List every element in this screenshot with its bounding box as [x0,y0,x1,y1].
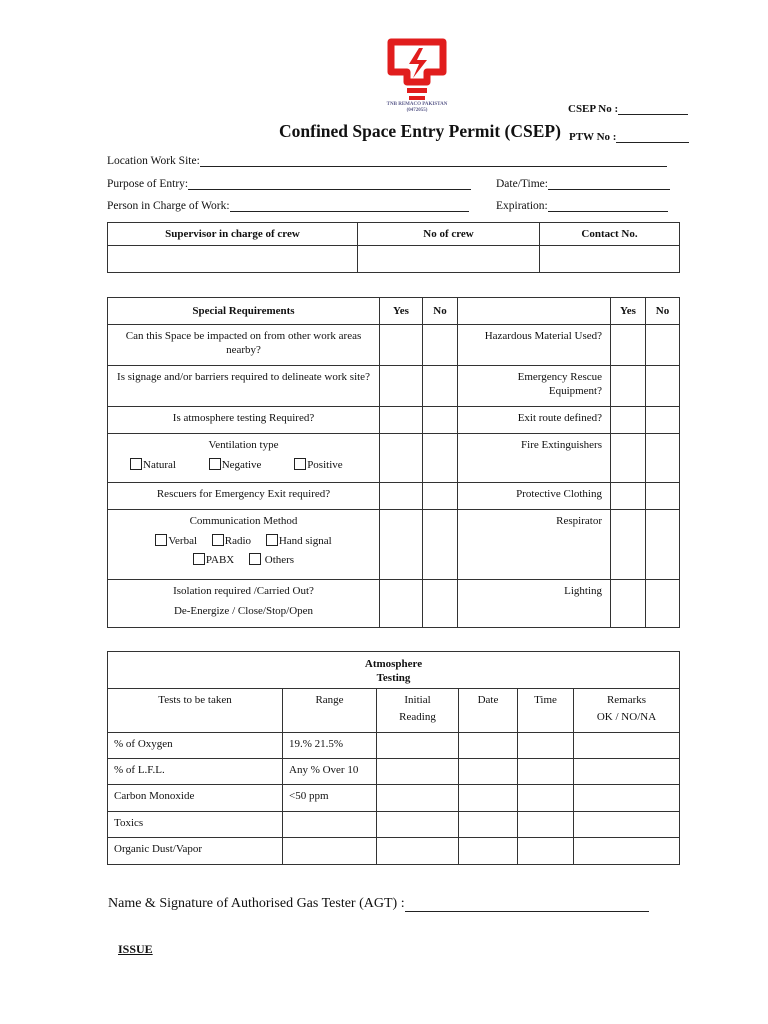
special-row [108,325,680,366]
isolation-label: Isolation required /Carried Out? [173,585,314,597]
no-cell[interactable] [423,407,458,434]
remarks-line2: OK / NO/NA [596,711,657,723]
date-header: Date [459,689,518,733]
yes-cell[interactable] [380,325,423,366]
isolation-cell [108,580,380,628]
purpose-field[interactable] [107,178,471,190]
no-cell[interactable] [646,434,680,483]
no-cell[interactable] [423,483,458,510]
remarks-cell[interactable] [574,759,680,785]
date-cell[interactable] [459,785,518,812]
location-label: Location Work Site: [107,155,200,167]
ptw-no-field[interactable] [569,131,689,143]
requirement-text: Is signage and/or barriers required to delineate work site? [108,366,380,407]
no-cell[interactable] [423,510,458,580]
special-row [108,407,680,434]
no-cell[interactable] [646,483,680,510]
initial-cell[interactable] [377,759,459,785]
initial-cell[interactable] [377,838,459,865]
positive-checkbox[interactable] [294,458,306,470]
crew-cell-count[interactable] [358,246,540,273]
person-line[interactable] [230,201,469,212]
agt-label: Name & Signature of Authorised Gas Tester (AGT) : [108,896,405,911]
purpose-line[interactable] [188,179,471,190]
special-header: Special Requirements [108,298,380,325]
no-cell[interactable] [423,434,458,483]
no-cell[interactable] [646,510,680,580]
no-cell[interactable] [646,325,680,366]
requirement-text-right: Lighting [458,580,611,628]
remarks-cell[interactable] [574,785,680,812]
yes-cell[interactable] [611,580,646,628]
issue-heading: ISSUE [118,942,153,956]
remarks-cell[interactable] [574,733,680,759]
location-field[interactable] [107,155,667,167]
requirement-text-right: Emergency Rescue Equipment? [458,366,611,407]
yes-cell[interactable] [380,434,423,483]
yes-cell[interactable] [380,366,423,407]
hand-signal-label: Hand signal [278,535,332,547]
datetime-field[interactable] [496,178,670,190]
requirement-text: Is atmosphere testing Required? [108,407,380,434]
date-cell[interactable] [459,759,518,785]
csep-no-line[interactable] [618,104,688,115]
time-header: Time [518,689,574,733]
yes-cell[interactable] [380,510,423,580]
no-header: No [423,298,458,325]
csep-no-label: CSEP No : [568,103,619,115]
remarks-cell[interactable] [574,812,680,838]
initial-reading-header [377,689,459,733]
yes-header: Yes [380,298,423,325]
verbal-label: Verbal [168,535,198,547]
requirement-text-right: Respirator [458,510,611,580]
radio-checkbox[interactable] [212,534,224,546]
remarks-line1: Remarks [606,694,647,706]
others-label: Others [264,554,295,566]
ptw-no-label: PTW No : [569,131,617,143]
logo-text-line2: (0472055) [406,108,428,113]
initial-line1: Initial [404,694,431,706]
crew-cell-contact[interactable] [540,246,680,273]
test-name: Organic Dust/Vapor [108,838,283,865]
test-name: Carbon Monoxide [108,785,283,812]
time-cell[interactable] [518,733,574,759]
crew-header-contact: Contact No. [540,223,680,246]
atmosphere-title-line2: Testing [376,672,411,684]
person-label: Person in Charge of Work: [107,200,230,212]
communication-label: Communication Method [189,515,298,527]
crew-header-count: No of crew [358,223,540,246]
natural-checkbox[interactable] [130,458,142,470]
crew-table [107,222,680,273]
company-logo [372,38,462,122]
no-cell[interactable] [423,366,458,407]
test-name: Toxics [108,812,283,838]
initial-line2: Reading [399,711,436,723]
atmosphere-title-line1: Atmosphere [364,658,423,670]
range-header: Range [283,689,377,733]
csep-no-field[interactable] [568,103,688,115]
datetime-label: Date/Time: [496,178,548,190]
crew-header-supervisor: Supervisor in charge of crew [108,223,358,246]
yes-cell[interactable] [611,510,646,580]
agt-signature-line[interactable] [405,897,649,912]
yes-cell[interactable] [611,325,646,366]
expiration-field[interactable] [496,200,668,212]
negative-label: Negative [221,459,262,471]
no-cell[interactable] [646,407,680,434]
yes-header-2: Yes [611,298,646,325]
initial-cell[interactable] [377,733,459,759]
time-cell[interactable] [518,785,574,812]
yes-cell[interactable] [611,434,646,483]
no-cell[interactable] [423,580,458,628]
table-row [108,785,680,812]
ptw-no-line[interactable] [616,132,689,143]
test-range: <50 ppm [283,785,377,812]
date-cell[interactable] [459,812,518,838]
natural-label: Natural [143,459,176,471]
no-cell[interactable] [646,580,680,628]
blank-header [458,298,611,325]
positive-label: Positive [307,459,343,471]
initial-cell[interactable] [377,785,459,812]
negative-checkbox[interactable] [209,458,221,470]
test-range [283,812,377,838]
initial-cell[interactable] [377,812,459,838]
requirement-text-right: Hazardous Material Used? [458,325,611,366]
table-row [108,733,680,759]
no-cell[interactable] [423,325,458,366]
time-cell[interactable] [518,812,574,838]
special-row [108,434,680,483]
test-name: % of Oxygen [108,733,283,759]
requirement-text: Rescuers for Emergency Exit required? [108,483,380,510]
yes-cell[interactable] [611,407,646,434]
yes-cell[interactable] [611,483,646,510]
yes-cell[interactable] [611,366,646,407]
table-row [108,812,680,838]
special-row [108,366,680,407]
requirement-text-right: Protective Clothing [458,483,611,510]
remarks-cell[interactable] [574,838,680,865]
crew-cell-supervisor[interactable] [108,246,358,273]
logo-text-line1: TNB REMACO PAKISTAN [386,102,448,107]
page-title: Confined Space Entry Permit (CSEP) [279,121,561,141]
requirement-text-right: Exit route defined? [458,407,611,434]
yes-cell[interactable] [380,483,423,510]
ventilation-cell [108,434,380,483]
yes-cell[interactable] [380,407,423,434]
remarks-header [574,689,680,733]
yes-cell[interactable] [380,580,423,628]
location-line[interactable] [200,156,667,167]
time-cell[interactable] [518,838,574,865]
test-name: % of L.F.L. [108,759,283,785]
atmosphere-title [108,652,680,689]
table-row [108,838,680,865]
date-cell[interactable] [459,838,518,865]
tests-header: Tests to be taken [108,689,283,733]
hand-signal-checkbox[interactable] [266,534,278,546]
purpose-label: Purpose of Entry: [107,178,189,190]
requirement-text-right: Fire Extinguishers [458,434,611,483]
time-cell[interactable] [518,759,574,785]
requirement-text: Can this Space be impacted on from other work areas nearby? [108,325,380,366]
expiration-label: Expiration: [496,200,548,212]
verbal-checkbox[interactable] [155,534,167,546]
special-row [108,580,680,628]
table-row [108,759,680,785]
ventilation-label: Ventilation type [208,439,279,451]
expiration-line[interactable] [548,201,668,212]
person-field[interactable] [107,200,469,212]
atmosphere-testing-table [107,651,680,865]
datetime-line[interactable] [548,179,670,190]
no-cell[interactable] [646,366,680,407]
isolation-sublabel: De-Energize / Close/Stop/Open [173,605,314,617]
radio-label: Radio [224,535,252,547]
date-cell[interactable] [459,733,518,759]
special-row [108,510,680,580]
special-requirements-table [107,297,680,628]
tnb-logo-icon [383,38,451,102]
others-checkbox[interactable] [249,553,261,565]
test-range: Any % Over 10 [283,759,377,785]
communication-cell [108,510,380,580]
special-row [108,483,680,510]
pabx-checkbox[interactable] [193,553,205,565]
test-range: 19.% 21.5% [283,733,377,759]
test-range [283,838,377,865]
pabx-label: PABX [205,554,235,566]
no-header-2: No [646,298,680,325]
agt-signature-field[interactable] [108,896,649,912]
